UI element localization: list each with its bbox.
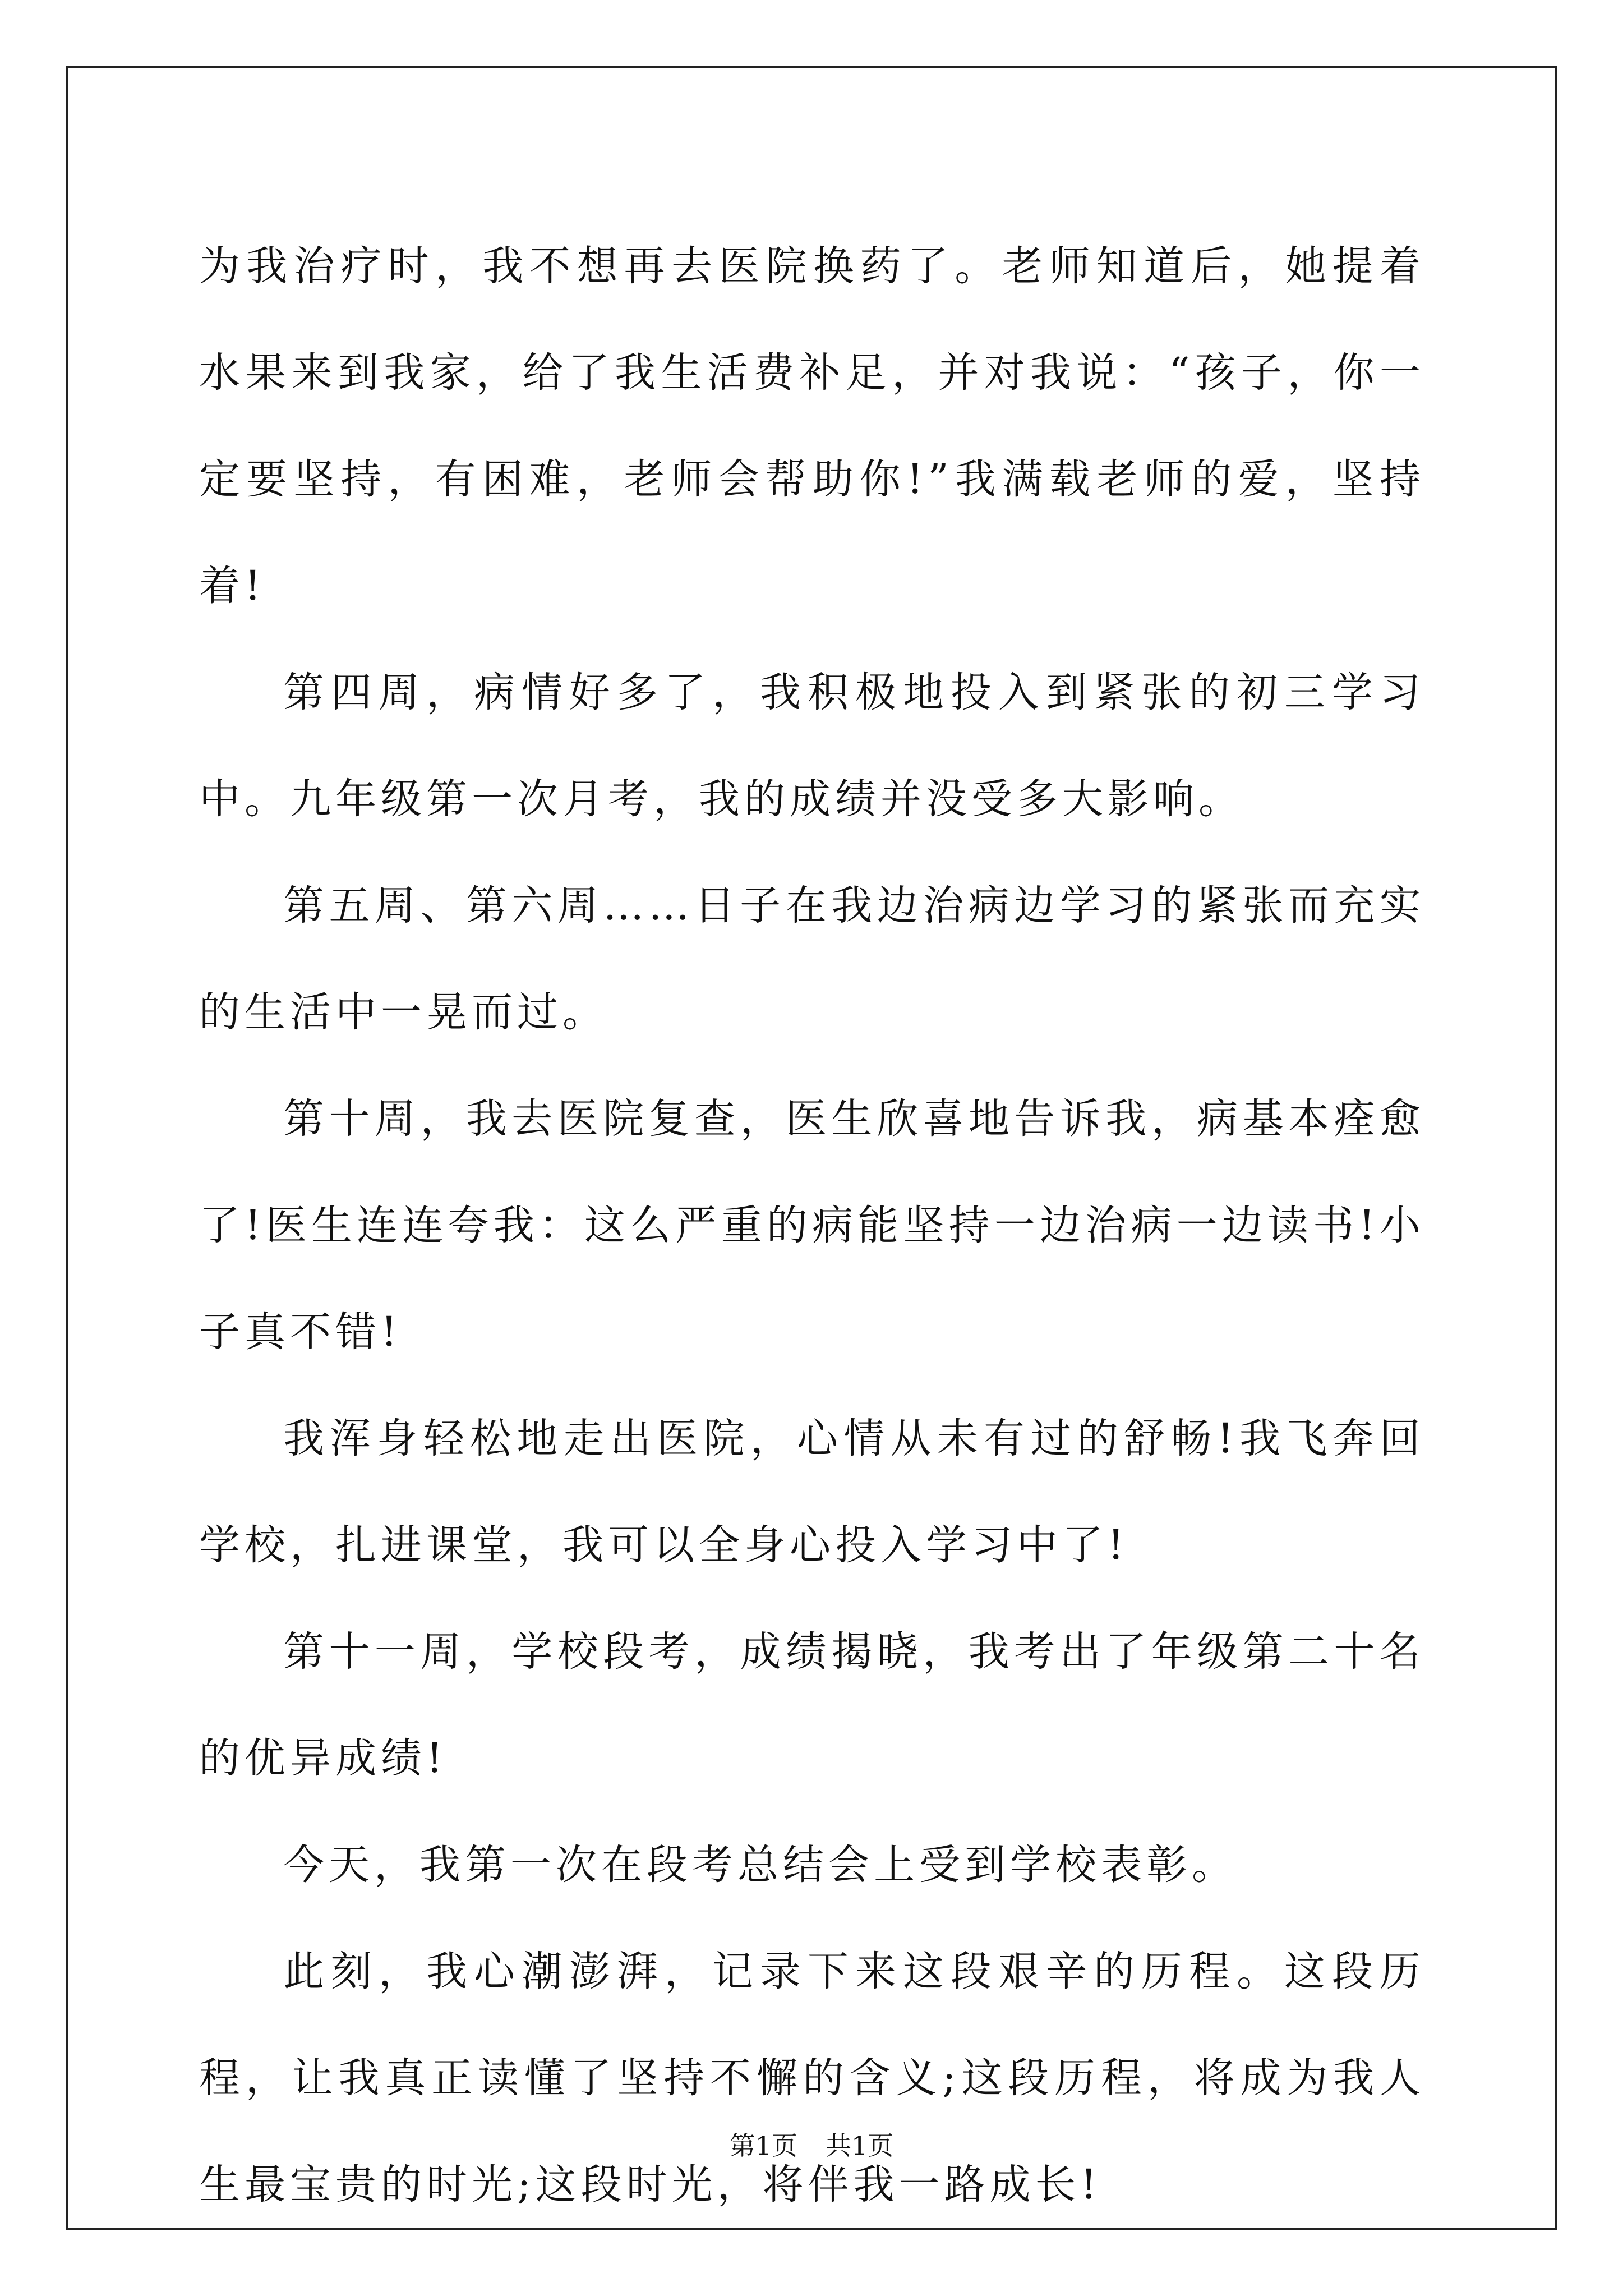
paragraph-8: 此刻，我心潮澎湃，记录下来这段艰辛的历程。这段历程，让我真正读懂了坚持不懈的含义;这段历程，将成为我人生最宝贵的时光;这段时光，将伴我一路成长! [199,1948,1425,2208]
paragraph-2: 第四周，病情好多了，我积极地投入到紧张的初三学习中。九年级第一次月考，我的成绩并没受多大影响。 [199,669,1425,823]
paragraph-3: 第五周、第六周……日子在我边治病边学习的紧张而充实的生活中一晃而过。 [199,882,1425,1036]
paragraph-7: 今天，我第一次在段考总结会上受到学校表彰。 [283,1841,1237,1889]
paragraph-5: 我浑身轻松地走出医院，心情从未有过的舒畅!我飞奔回学校，扎进课堂，我可以全身心投入学习中了! [199,1415,1425,1569]
paragraph-6: 第十一周，学校段考，成绩揭晓，我考出了年级第二十名的优异成绩! [199,1628,1425,1782]
paragraph-1: 为我治疗时，我不想再去医院换药了。老师知道后，她提着水果来到我家，给了我生活费补足，并对我说：“孩子，你一定要坚持，有困难，老师会帮助你!”我满载老师的爱，坚持着! [199,242,1425,610]
document-body [199,213,1425,2238]
paragraph-4: 第十周，我去医院复查，医生欣喜地告诉我，病基本痊愈了!医生连连夸我：这么严重的病能坚持一边治病一边读书!小子真不错! [199,1095,1425,1356]
page-number-total: 共1页 [826,2131,894,2161]
page-footer [0,2129,1623,2162]
page-number-current: 第1页 [729,2131,797,2161]
